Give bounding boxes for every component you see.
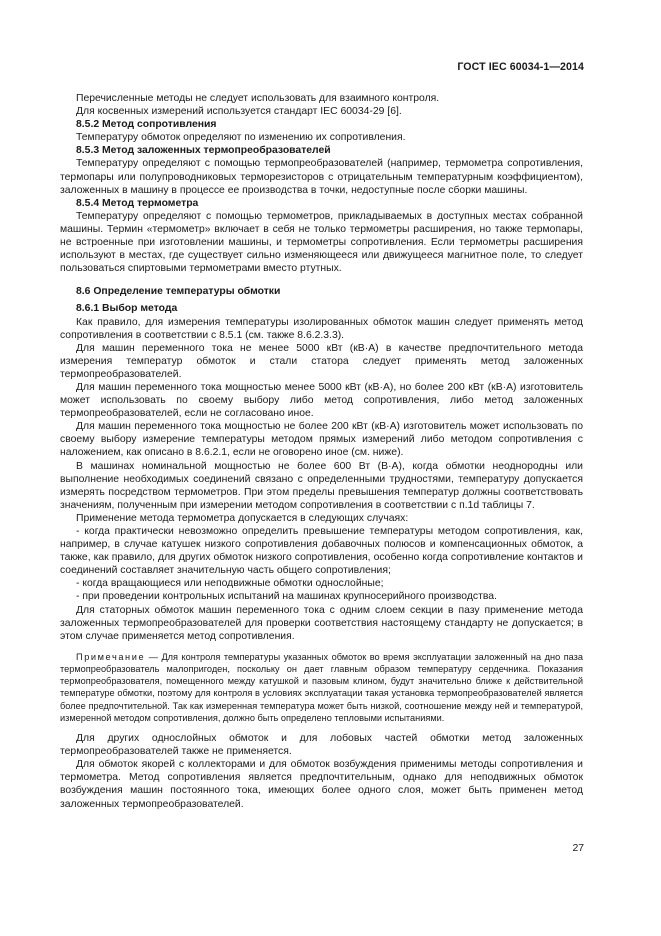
paragraph: Для косвенных измерений используется стандарт IEC 60034-29 [6].	[76, 106, 402, 118]
note-text: Для контроля температуры указанных обмоток во время эксплуатации заложенный на дно паза термопреобразователь малопригоден, поскольку он дает главным образом температуру сердечника. Показания термопреобразователя, помещенного между катушкой и пазовым клином, будут значительно ближе к действительной температуре обмотки, поэтому для контроля в условиях эксплуатации такая установка термопреобразователей является более предпочтительной. Так как измеренная температура может быть низкой, соотношение между ней и температурой, измеренной методом сопротивления, должно быть определено тепловыми испытаниями.	[60, 651, 584, 723]
paragraph: Температуру определяют с помощью термопреобразователей (например, термометра сопротивления, термопары или полупроводниковых терморезисторов с отрицательным температурным коэффициентом), заложенных в машину в процессе ее производства в точки, недоступные после сборки машины.	[60, 158, 583, 196]
section-heading: 8.5.4 Метод термометра	[76, 197, 199, 209]
paragraph: Для обмоток якорей с коллекторами и для обмоток возбуждения применимы методы сопротивления и термометра. Метод сопротивления является предпочтительным, однако для неподвижных обмоток возбуждения машин постоянного тока, имеющих более одного слоя, может быть применен метод заложенных термопреобразователей.	[60, 759, 583, 810]
section-heading: 8.5.3 Метод заложенных термопреобразователей	[76, 145, 331, 157]
paragraph: - когда практически невозможно определить превышение температуры методом сопротивления, как, например, в случае катушек низкого сопротивления добавочных полюсов и компенсационных обмоток, а также, как правило, для других обмоток низкого сопротивления, особенно когда сопротивление контактов и соединений составляет значительную часть общего сопротивления;	[60, 526, 583, 577]
note-label: Примечание	[76, 651, 146, 662]
note-dash: —	[145, 651, 162, 662]
paragraph: В машинах номинальной мощностью не более 600 Вт (В·А), когда обмотки неоднородны или выполнение необходимых соединений связано с определенными трудностями, температуру допускается измерять посредством термометров. При этом пределы превышения температур должны соответствовать значениям, полученным при измерении методом сопротивления в соответствии с п.1d таблицы 7.	[60, 460, 583, 511]
paragraph: - когда вращающиеся или неподвижные обмотки однослойные;	[76, 578, 384, 590]
paragraph: Перечисленные методы не следует использовать для взаимного контроля.	[76, 93, 440, 104]
section-heading: 8.6 Определение температуры обмотки	[76, 286, 281, 298]
paragraph: Температуру обмоток определяют по изменению их сопротивления.	[76, 132, 406, 144]
paragraph: Применение метода термометра допускается в следующих случаях:	[76, 512, 409, 524]
note-block	[60, 651, 583, 724]
paragraph: - при проведении контрольных испытаний на машинах крупносерийного производства.	[76, 591, 497, 603]
paragraph: Для других однослойных обмоток и для лобовых частей обмотки метод заложенных термопреобразователей также не применяется.	[60, 733, 583, 758]
paragraph: Для статорных обмоток машин переменного тока с одним слоем секции в пазу применение метода заложенных термопреобразователей для проверки соответствия настоящему стандарту не допускается; в этом случае применяется метод сопротивления.	[60, 604, 583, 642]
paragraph: Как правило, для измерения температуры изолированных обмоток машин следует применять метод сопротивления в соответствии с 8.5.1 (см. также 8.6.2.3.3).	[60, 316, 583, 341]
page-number: 27	[572, 843, 584, 854]
section-heading: 8.6.1 Выбор метода	[76, 303, 178, 315]
section-paragraphs	[60, 92, 583, 643]
paragraph: Для машин переменного тока мощностью менее 5000 кВт (кВ·А), но более 200 кВт (кВ·А) изготовитель может использовать по своему выбору либо метод сопротивления, либо метод заложенных термопреобразователей, если не согласовано иное.	[60, 381, 583, 420]
section-paragraphs-after	[60, 732, 583, 811]
section-heading: 8.5.2 Метод сопротивления	[76, 119, 217, 131]
standard-header: ГОСТ IEC 60034-1—2014	[457, 61, 584, 73]
paragraph: Температуру определяют с помощью термометров, прикладываемых в доступных местах собранной машины. Термин «термометр» включает в себя не только термометры расширения, но также термопары, не встроенные при изготовлении машины, и термометры сопротивления. Если термометры расширения используют в местах, где существует сильно изменяющееся или движущееся магнитное поле, то следует пользоваться спиртовыми термометрами вместо ртутных.	[60, 210, 583, 275]
paragraph: Для машин переменного тока не менее 5000 кВт (кВ·А) в качестве предпочтительного метода измерения температур обмоток и стали статора следует применять метод заложенных термопреобразователей.	[60, 342, 583, 380]
paragraph: Для машин переменного тока мощностью не более 200 кВт (кВ·А) изготовитель может использовать по своему выбору измерение температуры методом прямых измерений либо методом сопротивления с наложением, как описано в 8.6.2.1, если не оговорено иное (см. ниже).	[60, 421, 583, 459]
document-body	[60, 92, 583, 811]
